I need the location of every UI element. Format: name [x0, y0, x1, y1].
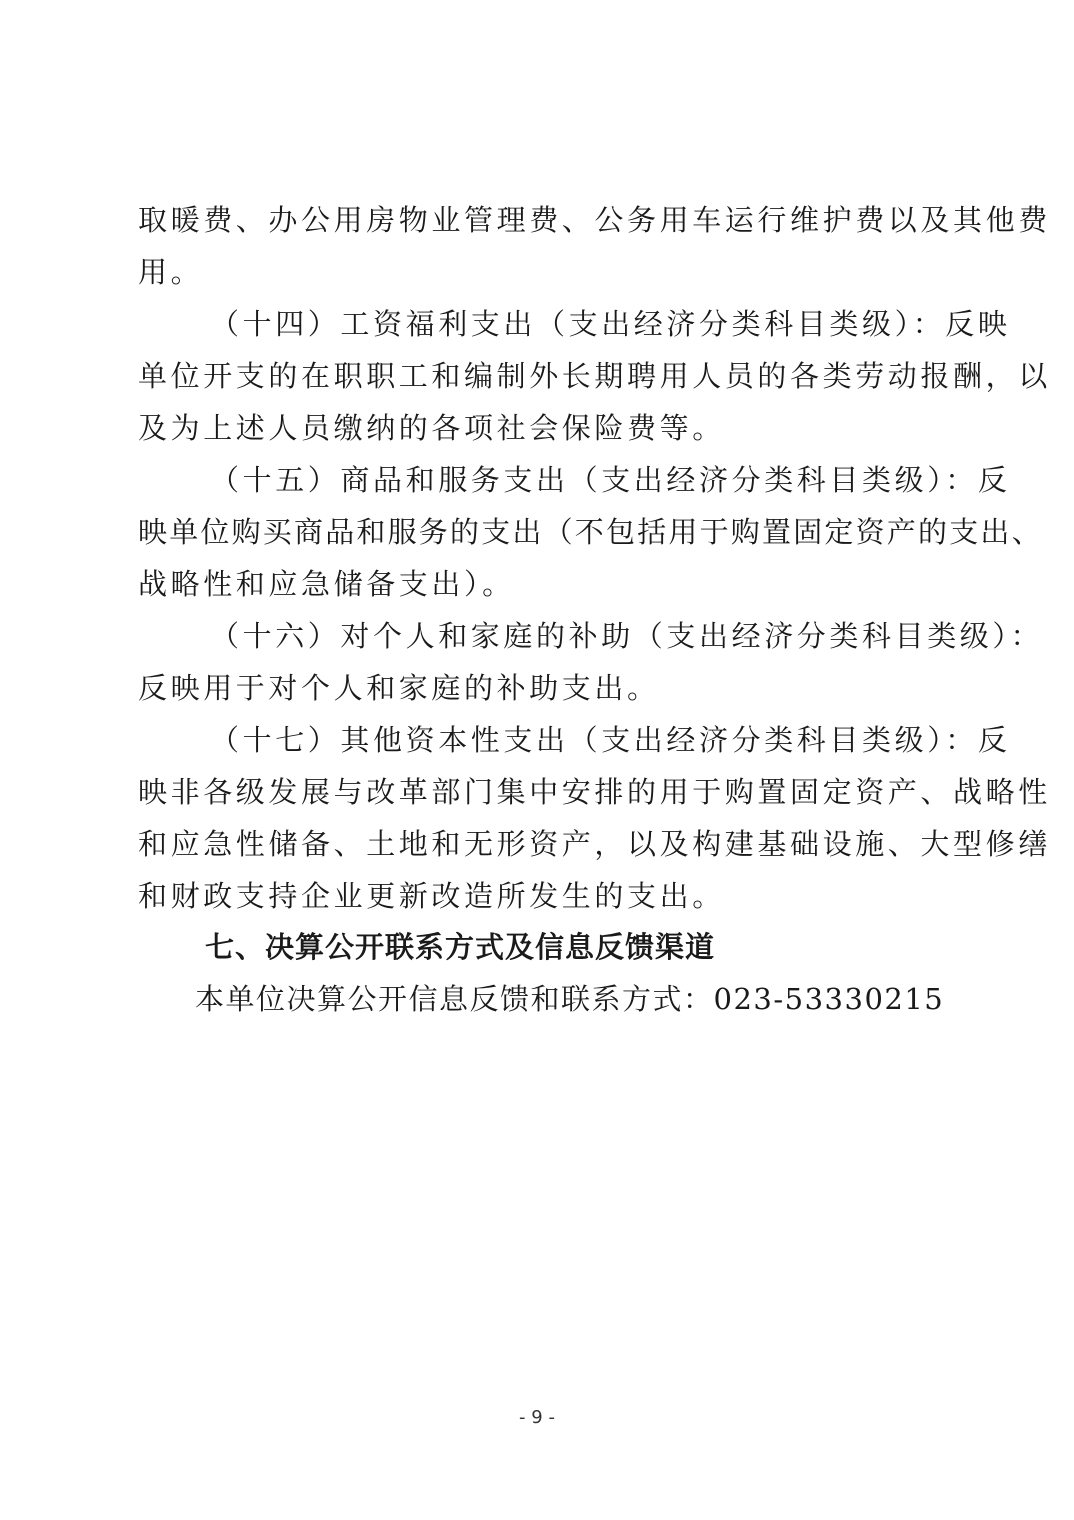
- paragraph-line-5: 及为上述人员缴纳的各项社会保险费等。: [138, 411, 725, 445]
- paragraph-line-2: 用。: [138, 255, 204, 289]
- paragraph-line-13: 和应急性储备、土地和无形资产，以及构建基础设施、大型修缮: [138, 827, 1051, 861]
- paragraph-line-8: 战略性和应急储备支出）。: [138, 567, 515, 601]
- paragraph-line-11: （十七）其他资本性支出（支出经济分类科目类级）：反: [210, 723, 1011, 757]
- paragraph-line-7: 映单位购买商品和服务的支出（不包括用于购置固定资产的支出、: [138, 515, 1043, 549]
- paragraph-line-4: 单位开支的在职职工和编制外长期聘用人员的各类劳动报酬，以: [138, 359, 1051, 393]
- paragraph-line-6: （十五）商品和服务支出（支出经济分类科目类级）：反: [210, 463, 1011, 497]
- paragraph-line-1: 取暖费、办公用房物业管理费、公务用车运行维护费以及其他费: [138, 203, 1051, 237]
- paragraph-line-14: 和财政支持企业更新改造所发生的支出。: [138, 879, 725, 913]
- paragraph-line-9: （十六）对个人和家庭的补助（支出经济分类科目类级）：: [210, 619, 1044, 653]
- contact-line: 本单位决算公开信息反馈和联系方式：023-53330215: [195, 982, 945, 1016]
- section-heading: 七、决算公开联系方式及信息反馈渠道: [205, 930, 716, 964]
- paragraph-line-3: （十四）工资福利支出（支出经济分类科目类级）：反映: [210, 307, 1011, 341]
- page-number: - 9 -: [519, 1407, 555, 1428]
- paragraph-line-12: 映非各级发展与改革部门集中安排的用于购置固定资产、战略性: [138, 775, 1051, 809]
- paragraph-line-10: 反映用于对个人和家庭的补助支出。: [138, 671, 660, 705]
